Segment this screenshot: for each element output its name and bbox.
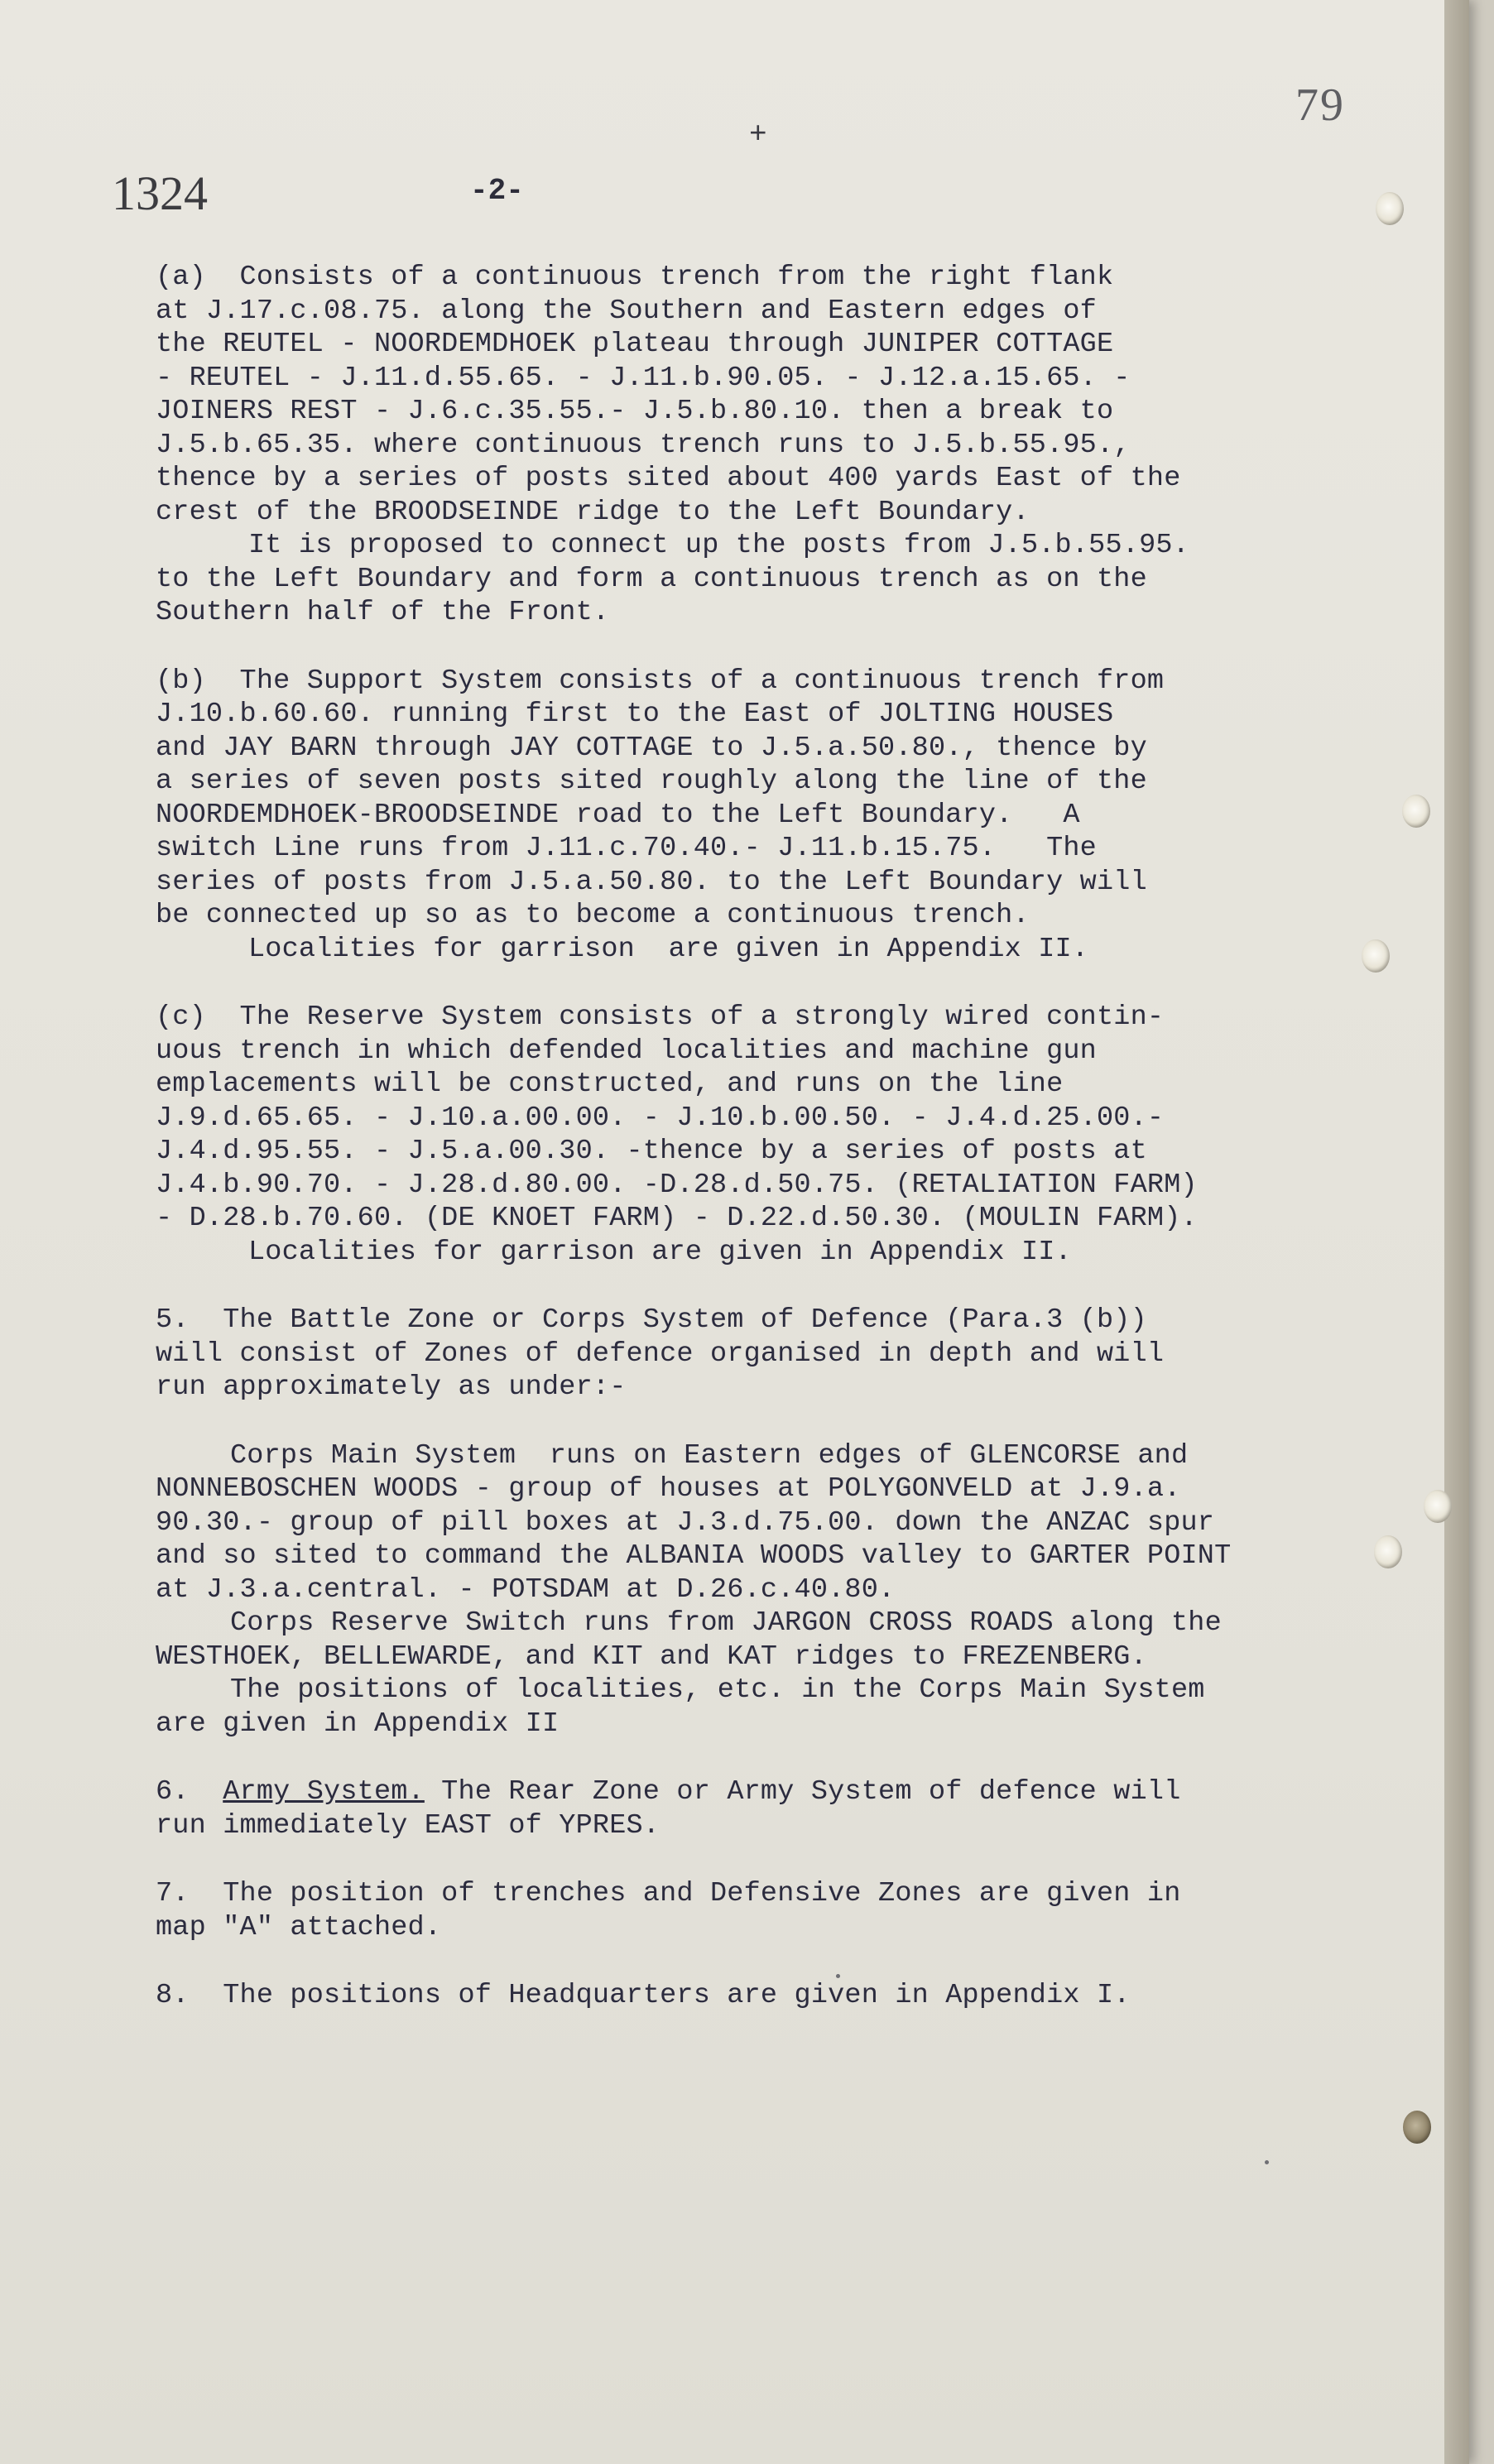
text-line: NONNEBOSCHEN WOODS - group of houses at POLYGONVELD at J.9.a.	[156, 1473, 1181, 1505]
text-line: run approximately as under:-	[156, 1371, 627, 1403]
text-line: map "A" attached.	[156, 1911, 442, 1943]
text-line: to the Left Boundary and form a continuous trench as on the	[156, 563, 1147, 595]
paragraph-6	[156, 1775, 1397, 1842]
text-line: are given in Appendix II	[156, 1708, 560, 1740]
paragraph-a	[156, 261, 1397, 630]
text-line: Localities for garrison are given in Appendix II.	[248, 1236, 1072, 1268]
corps-main-system	[156, 1439, 1397, 1741]
text-line: run immediately EAST of YPRES.	[156, 1809, 661, 1842]
text-line: (c) The Reserve System consists of a strongly wired contin-	[156, 1001, 1165, 1033]
text-line: 5. The Battle Zone or Corps System of Defence (Para.3 (b))	[156, 1304, 1147, 1336]
text-line: series of posts from J.5.a.50.80. to the Left Boundary will	[156, 866, 1147, 898]
text-line: - D.28.b.70.60. (DE KNOET FARM) - D.22.d.50.30. (MOULIN FARM).	[156, 1203, 1198, 1234]
punch-hole-icon	[1424, 1490, 1452, 1523]
text-line: switch Line runs from J.11.c.70.40.- J.11.b.15.75. The	[156, 833, 1097, 864]
text-line: at J.17.c.08.75. along the Southern and Eastern edges of	[156, 295, 1097, 327]
text-line: and JAY BARN through JAY COTTAGE to J.5.a.50.80., thence by	[156, 732, 1147, 764]
text-line: JOINERS REST - J.6.c.35.55.- J.5.b.80.10. then a break to	[156, 396, 1114, 427]
punch-hole-icon	[1403, 2111, 1431, 2144]
text-line: the REUTEL - NOORDEMDHOEK plateau through JUNIPER COTTAGE	[156, 329, 1114, 360]
folio-number: 79	[1295, 79, 1345, 131]
paragraph-b	[156, 665, 1397, 967]
text-line	[156, 1775, 1397, 1809]
paragraph-c	[156, 1001, 1397, 1269]
reference-number: 1324	[112, 166, 208, 220]
text-line: Localities for garrison are given in Appendix II.	[248, 933, 1089, 965]
page-edge	[1444, 0, 1469, 2464]
page-number: -2-	[470, 174, 524, 208]
text-line: (b) The Support System consists of a continuous trench from	[156, 665, 1165, 697]
text-line: WESTHOEK, BELLEWARDE, and KIT and KAT ridges to FREZENBERG.	[156, 1640, 1147, 1673]
paragraph-number: 6.	[156, 1776, 190, 1808]
paragraph-7	[156, 1877, 1397, 1944]
text-line: a series of seven posts sited roughly along the line of the	[156, 766, 1147, 797]
text-line: (a) Consists of a continuous trench from the right flank	[156, 262, 1114, 293]
text-line: uous trench in which defended localities and machine gun	[156, 1035, 1097, 1067]
text-line: and so sited to command the ALBANIA WOODS valley to GARTER POINT	[156, 1540, 1232, 1572]
punch-hole-icon	[1402, 795, 1430, 828]
text-line: - REUTEL - J.11.d.55.65. - J.11.b.90.05. - J.12.a.15.65. -	[156, 362, 1131, 394]
ink-speck	[1265, 2160, 1269, 2164]
text-line: It is proposed to connect up the posts from J.5.b.55.95.	[248, 530, 1189, 561]
text-fragment: The Rear Zone or Army System of defence will	[424, 1776, 1181, 1808]
text-line: Corps Reserve Switch runs from JARGON CROSS ROADS along the	[230, 1607, 1222, 1639]
pencil-mark: +	[749, 118, 767, 151]
text-line: J.5.b.65.35. where continuous trench runs to J.5.b.55.95.,	[156, 429, 1131, 461]
text-line: J.4.d.95.55. - J.5.a.00.30. -thence by a series of posts at	[156, 1136, 1147, 1167]
text-line: The positions of localities, etc. in the Corps Main System	[230, 1674, 1205, 1706]
text-line: 90.30.- group of pill boxes at J.3.d.75.00. down the ANZAC spur	[156, 1506, 1215, 1539]
text-line: Southern half of the Front.	[156, 597, 610, 628]
text-line: will consist of Zones of defence organised in depth and will	[156, 1338, 1165, 1370]
text-line: crest of the BROODSEINDE ridge to the Left Boundary.	[156, 496, 1030, 528]
letter-body	[156, 261, 1397, 2048]
text-line: be connected up so as to become a continuous trench.	[156, 900, 1030, 931]
text-line: 8. The positions of Headquarters are given in Appendix I.	[156, 1980, 1131, 2011]
text-line: 7. The position of trenches and Defensive Zones are given in	[156, 1878, 1181, 1909]
text-line: J.4.b.90.70. - J.28.d.80.00. -D.28.d.50.75. (RETALIATION FARM)	[156, 1169, 1198, 1201]
punch-hole-icon	[1376, 192, 1404, 225]
text-line: thence by a series of posts sited about 400 yards East of the	[156, 463, 1181, 494]
text-line: emplacements will be constructed, and runs on the line	[156, 1069, 1064, 1100]
section-heading: Army System.	[223, 1776, 425, 1808]
text-line: at J.3.a.central. - POTSDAM at D.26.c.40.80.	[156, 1573, 896, 1606]
text-line: NOORDEMDHOEK-BROODSEINDE road to the Left Boundary. A	[156, 799, 1080, 831]
text-line: Corps Main System runs on Eastern edges of GLENCORSE and	[230, 1439, 1189, 1472]
paragraph-8	[156, 1979, 1397, 2013]
paragraph-5	[156, 1304, 1397, 1405]
text-line: J.9.d.65.65. - J.10.a.00.00. - J.10.b.00.50. - J.4.d.25.00.-	[156, 1102, 1165, 1134]
text-line: J.10.b.60.60. running first to the East of JOLTING HOUSES	[156, 699, 1114, 730]
